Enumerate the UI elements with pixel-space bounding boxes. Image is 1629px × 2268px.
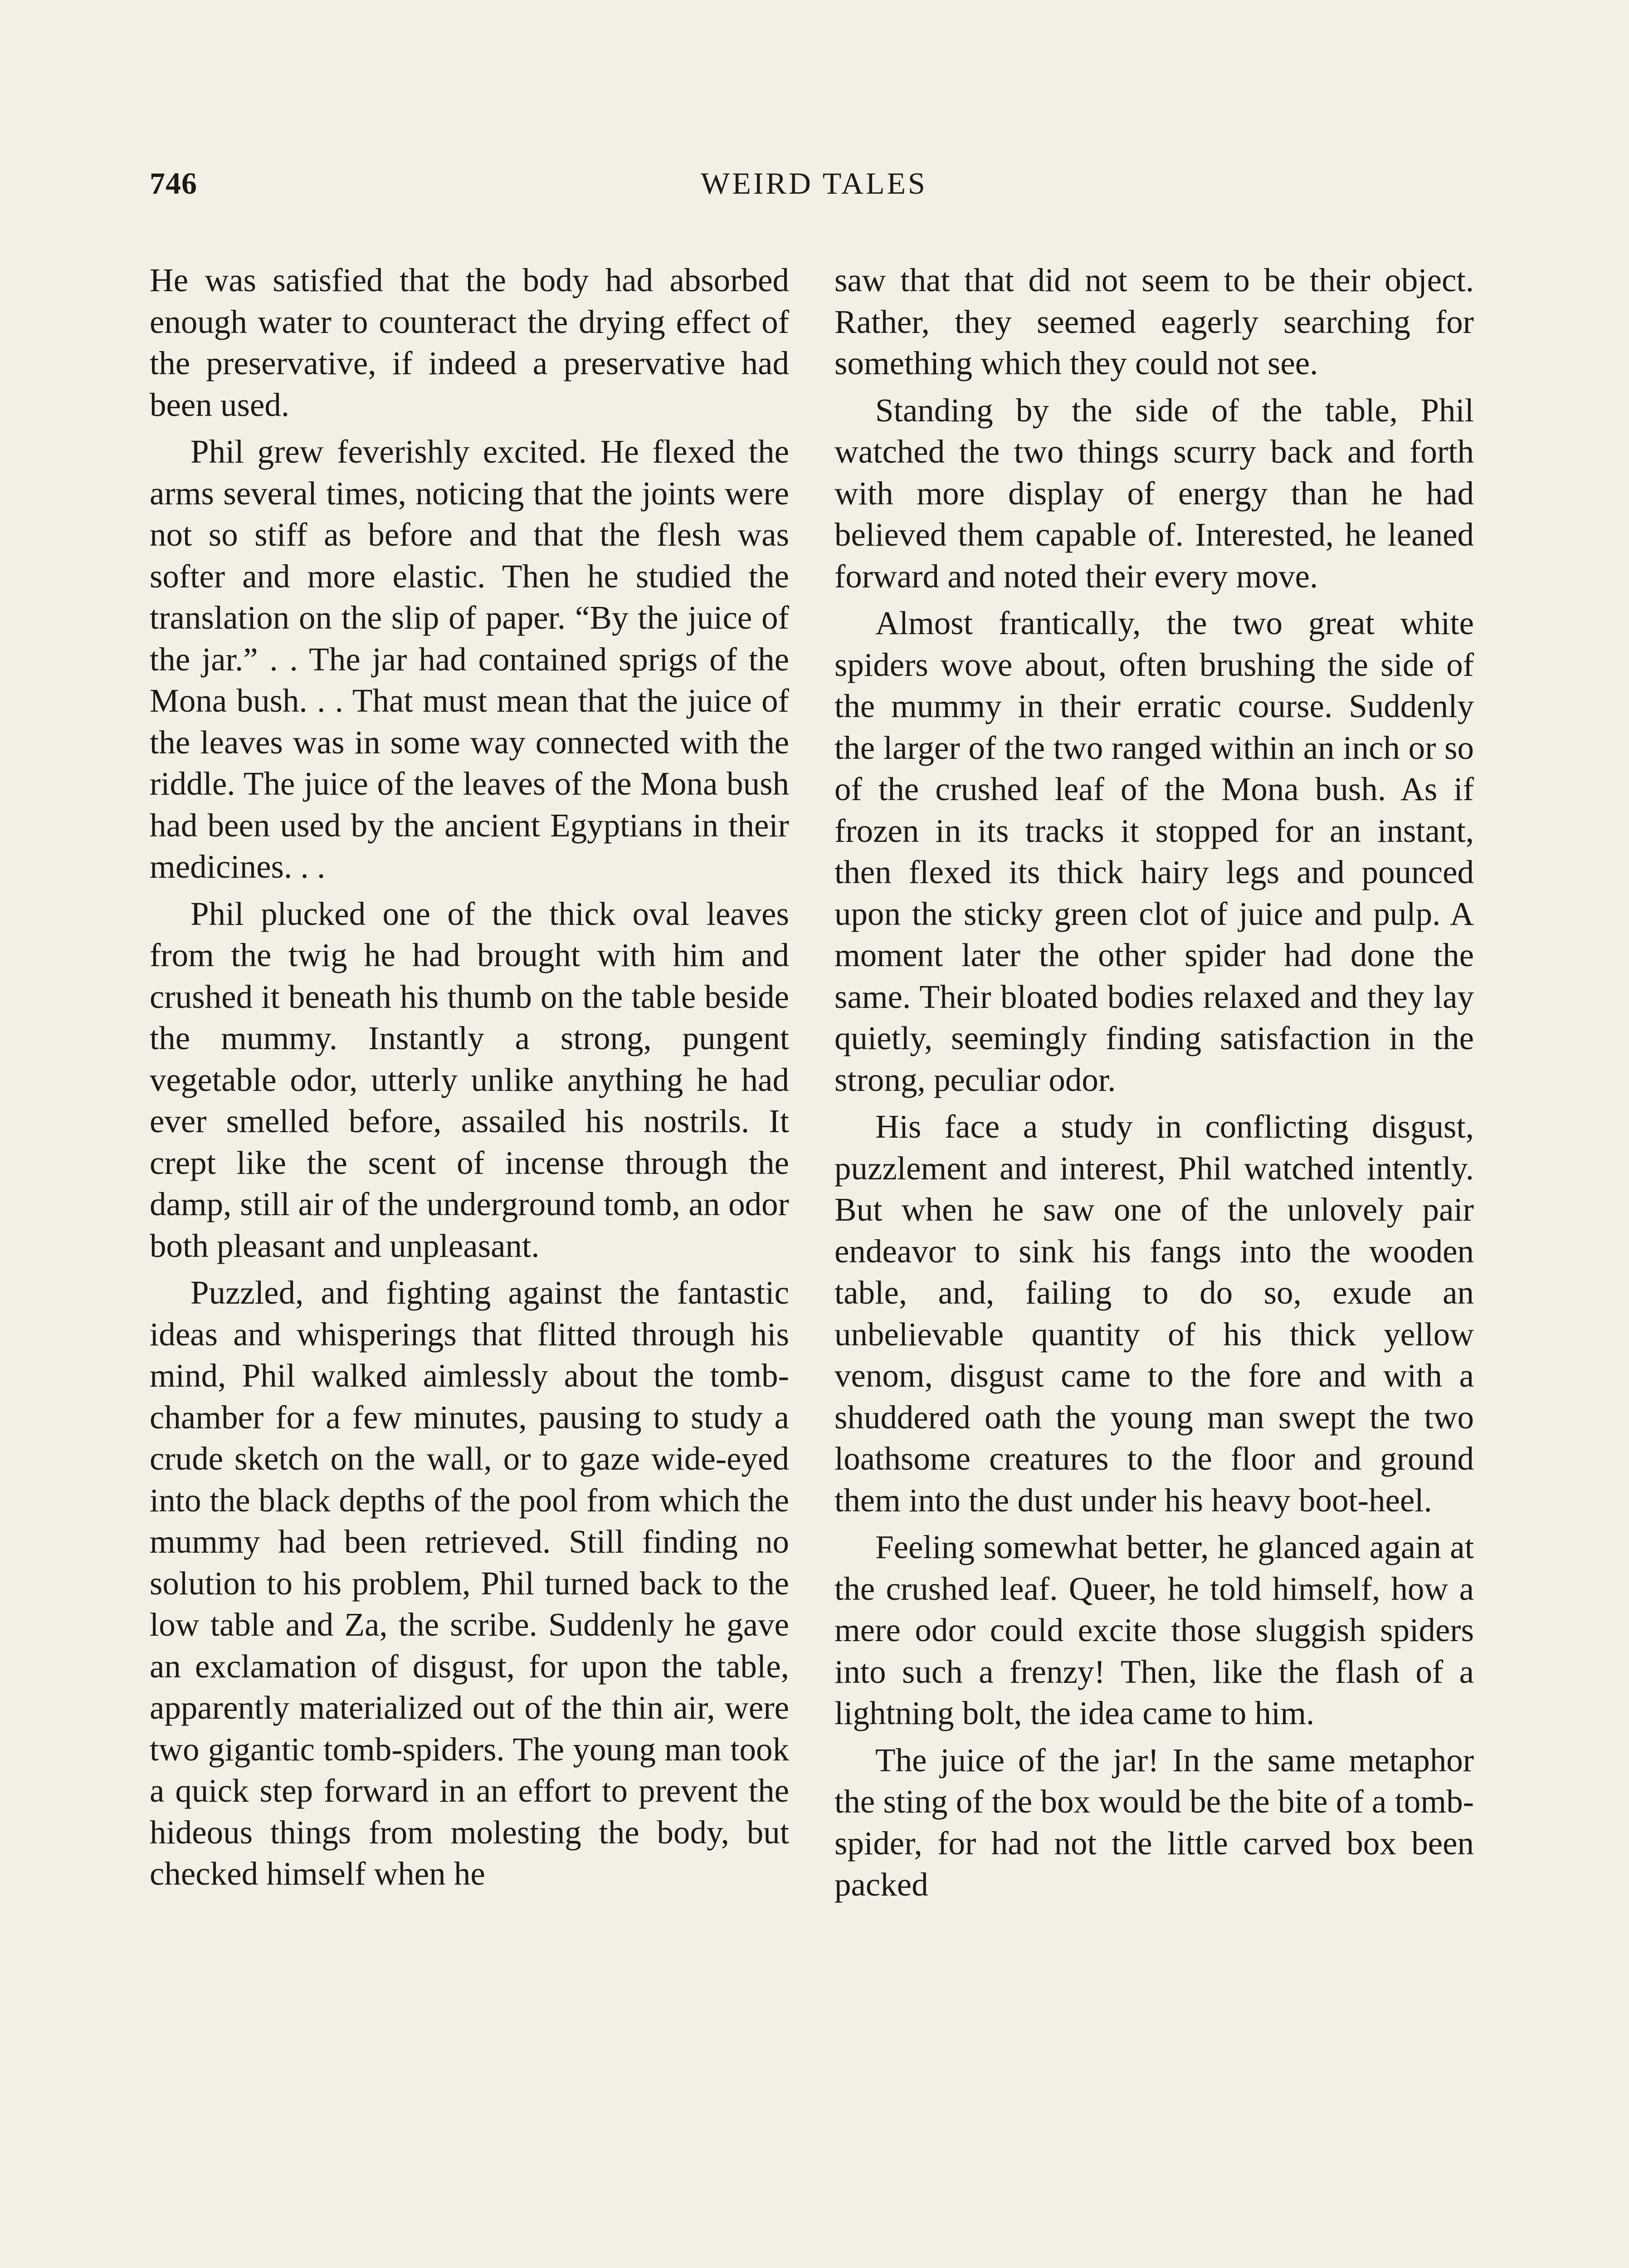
paragraph: Phil grew feverishly excited. He flexed the arms several times, noticing that the joints were not so stiff as before and that the flesh was softer and more elastic. Then he studied the translation on the slip of paper. “By the juice of the jar.” . . The jar had contained sprigs of the Mona bush. . . That must mean that the juice of the leaves was in some way connected with the riddle. The juice of the leaves of the Mona bush had been used by the ancient Egyptians in their medicines. . . <box>150 433 789 885</box>
running-head: WEIRD TALES <box>701 166 927 200</box>
page-header <box>150 166 1478 215</box>
page-number: 746 <box>150 166 197 200</box>
paragraph: Standing by the side of the table, Phil watched the two things scurry back and forth with more display of energy than he had believed them capable of. Interested, he leaned forward and noted their every move. <box>834 391 1474 595</box>
paragraph: The juice of the jar! In the same metaphor the sting of the box would be the bite of a tomb-spider, for had not the little carved box been packed <box>834 1741 1474 1903</box>
paragraph: He was satisfied that the body had absorbed enough water to counteract the drying effect of the preservative, if indeed a preservative had been used. <box>150 262 789 423</box>
paragraph: Feeling somewhat better, he glanced again at the crushed leaf. Queer, he told himself, how a mere odor could excite those sluggish spiders into such a frenzy! Then, like the flash of a lightning bolt, the idea came to him. <box>834 1529 1474 1731</box>
paragraph: Almost frantically, the two great white spiders wove about, often brushing the side of the mummy in their erratic course. Suddenly the larger of the two ranged within an inch or so of the crushed leaf of the Mona bush. As if frozen in its tracks it stopped for an instant, then flexed its thick hairy legs and pounced upon the sticky green clot of juice and pulp. A moment later the other spider had done the same. Their bloated bodies relaxed and they lay quietly, seemingly finding satisfaction in the strong, peculiar odor. <box>834 605 1474 1098</box>
paragraph: Puzzled, and fighting against the fantastic ideas and whisperings that flitted through his mind, Phil walked aimlessly about the tomb-chamber for a few minutes, pausing to study a crude sketch on the wall, or to gaze wide-eyed into the black depths of the pool from which the mummy had been retrieved. Still finding no solution to his problem, Phil turned back to the low table and Za, the scribe. Suddenly he gave an exclamation of disgust, for upon the table, apparently materialized out of the thin air, were two gigantic tomb-spiders. The young man took a quick step forward in an effort to prevent the hideous things from molesting the body, but checked himself when he <box>150 1274 789 1892</box>
left-column <box>150 259 789 1900</box>
paragraph: Phil plucked one of the thick oval leaves from the twig he had brought with him and crushed it beneath his thumb on the table beside the mummy. Instantly a strong, pungent vegetable odor, utterly unlike anything he had ever smelled before, assailed his nostrils. It crept like the scent of incense through the damp, still air of the underground tomb, an odor both pleasant and unpleasant. <box>150 895 789 1264</box>
paragraph: saw that that did not seem to be their object. Rather, they seemed eagerly searching for something which they could not see. <box>834 262 1474 381</box>
paragraph: His face a study in conflicting disgust, puzzlement and interest, Phil watched intently. But when he saw one of the unlovely pair endeavor to sink his fangs into the wooden table, and, failing to do so, exude an unbelievable quantity of his thick yellow venom, disgust came to the fore and with a shuddered oath the young man swept the two loathsome creatures to the floor and ground them into the dust under his heavy boot-heel. <box>834 1108 1474 1519</box>
right-column <box>834 259 1474 1911</box>
